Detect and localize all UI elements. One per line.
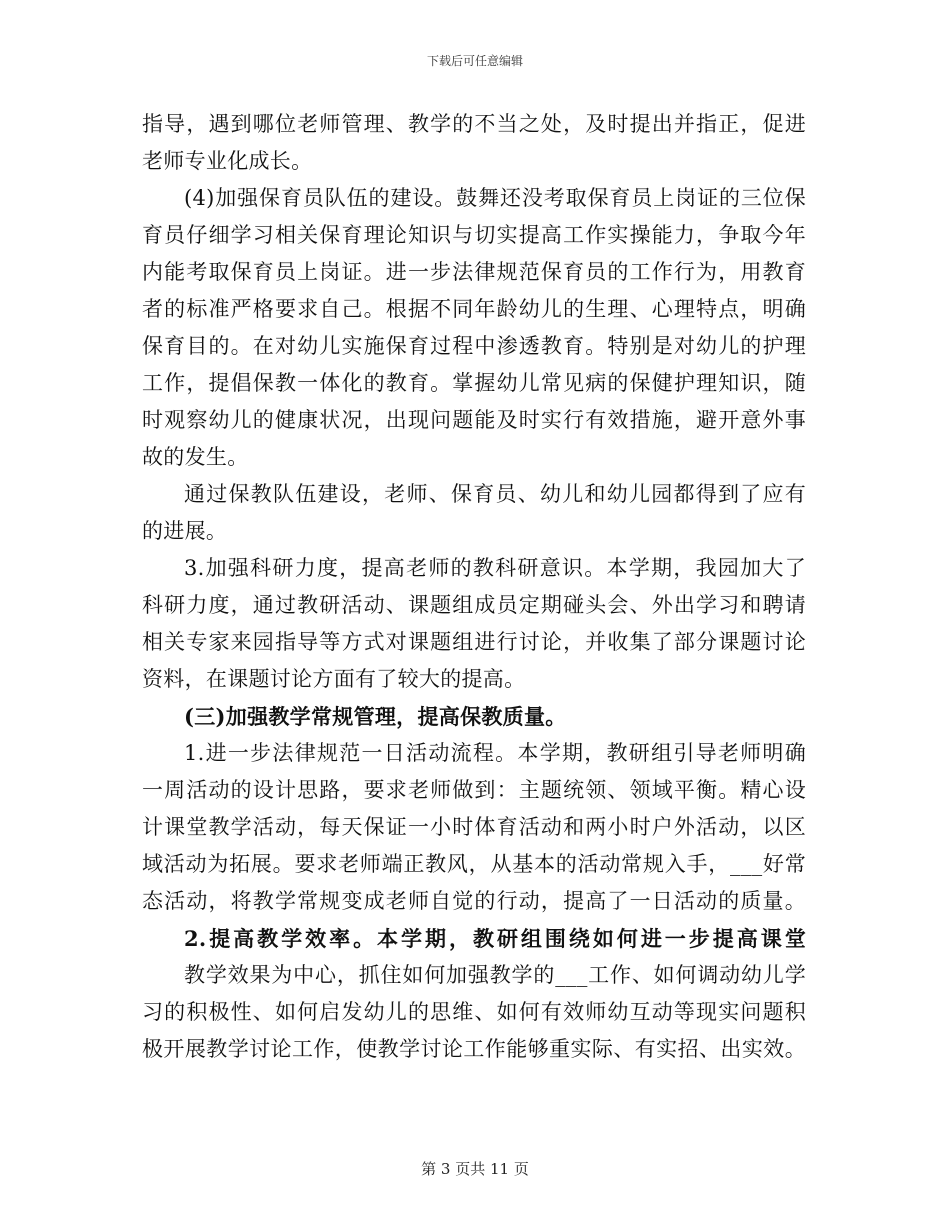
text-line: 指导，遇到哪位老师管理、教学的不当之处，及时提出并指正，促进 <box>142 112 806 136</box>
text-line: 1.进一步法律规范一日活动流程。本学期，教研组引导老师明确 <box>184 741 806 765</box>
text-line: 教学效果为中心，抓住如何加强教学的___工作、如何调动幼儿学 <box>184 963 806 987</box>
text-line: 内能考取保育员上岗证。进一步法律规范保育员的工作行为，用教育 <box>142 260 806 284</box>
text-line: 育员仔细学习相关保育理论知识与切实提高工作实操能力，争取今年 <box>142 223 806 247</box>
text-line: 资料，在课题讨论方面有了较大的提高。 <box>142 667 526 691</box>
page-footer: 第 3 页共 11 页 <box>421 1160 529 1178</box>
document-body <box>142 106 806 1068</box>
text-line: 域活动为拓展。要求老师端正教风，从基本的活动常规入手，___好常 <box>142 852 806 876</box>
text-line: 工作，提倡保教一体化的教育。掌握幼儿常见病的保健护理知识，随 <box>142 371 806 395</box>
text-line: 时观察幼儿的健康状况，出现问题能及时实行有效措施，避开意外事 <box>142 408 806 432</box>
text-line: 习的积极性、如何启发幼儿的思维、如何有效师幼互动等现实问题积 <box>142 1000 806 1024</box>
text-line: 态活动，将教学常规变成老师自觉的行动，提高了一日活动的质量。 <box>142 889 806 913</box>
text-line: 老师专业化成长。 <box>142 149 313 173</box>
text-line: 科研力度，通过教研活动、课题组成员定期碰头会、外出学习和聘请 <box>142 593 806 617</box>
text-line: 3.加强科研力度，提高老师的教科研意识。本学期，我园加大了 <box>184 556 806 580</box>
text-line: 极开展教学讨论工作，使教学讨论工作能够重实际、有实招、出实效。 <box>142 1037 806 1061</box>
text-line: 一周活动的设计思路，要求老师做到：主题统领、领域平衡。精心设 <box>142 778 806 802</box>
text-line: 故的发生。 <box>142 445 249 469</box>
page-header: 下载后可任意编辑 <box>426 54 523 68</box>
text-line: 的进展。 <box>142 519 228 543</box>
subsection-heading: 2.提高教学效率。本学期，教研组围绕如何进一步提高课堂 <box>184 926 806 951</box>
text-line: (4)加强保育员队伍的建设。鼓舞还没考取保育员上岗证的三位保 <box>184 186 806 210</box>
section-heading: (三)加强教学常规管理，提高保教质量。 <box>184 704 567 729</box>
text-line: 通过保教队伍建设，老师、保育员、幼儿和幼儿园都得到了应有 <box>184 482 806 506</box>
text-line: 相关专家来园指导等方式对课题组进行讨论，并收集了部分课题讨论 <box>142 630 806 654</box>
text-line: 计课堂教学活动，每天保证一小时体育活动和两小时户外活动，以区 <box>142 815 806 839</box>
text-line: 者的标准严格要求自己。根据不同年龄幼儿的生理、心理特点，明确 <box>142 297 806 321</box>
text-line: 保育目的。在对幼儿实施保育过程中渗透教育。特别是对幼儿的护理 <box>142 334 806 358</box>
